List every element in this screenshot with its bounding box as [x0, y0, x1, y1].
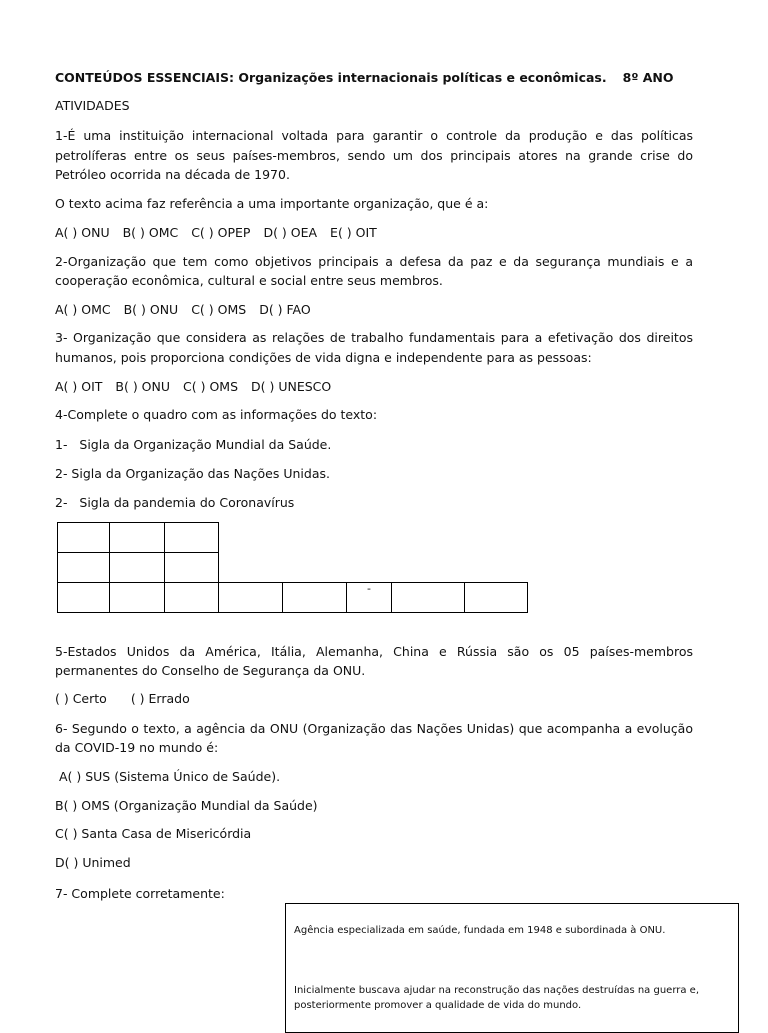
grade-label: 8º ANO: [622, 70, 674, 85]
grid-cell[interactable]: [58, 583, 110, 613]
q1-option-c[interactable]: C( ) OPEP: [191, 225, 251, 240]
q3-option-a[interactable]: A( ) OIT: [55, 379, 103, 394]
grid-cell[interactable]: [58, 553, 110, 583]
grid-cell[interactable]: [392, 583, 465, 613]
q1-prompt: O texto acima faz referência a uma importante organização, que é a:: [55, 196, 489, 211]
grid-cell[interactable]: [165, 583, 219, 613]
grid-cell[interactable]: [219, 583, 283, 613]
q2-options: [55, 300, 311, 319]
q6-option-b[interactable]: B( ) OMS (Organização Mundial da Saúde): [55, 798, 318, 813]
q4-item-3: 2- Sigla da pandemia do Coronavírus: [55, 495, 295, 510]
q7-box-line2: Inicialmente buscava ajudar na reconstrução das nações destruídas na guerra e,: [294, 985, 700, 996]
q4-item-2: 2- Sigla da Organização das Nações Unidas.: [55, 466, 330, 481]
q7-box-line3: posteriormente promover a qualidade de vida do mundo.: [294, 1000, 582, 1011]
grid-cell[interactable]: [110, 553, 165, 583]
grid-cell[interactable]: [465, 583, 528, 613]
q3-option-c[interactable]: C( ) OMS: [183, 379, 239, 394]
q2-text-line1: 2-Organização que tem como objetivos principais a defesa da paz e da segurança mundiais e a: [55, 254, 693, 269]
title-text: CONTEÚDOS ESSENCIAIS: Organizações internacionais políticas e econômicas.: [55, 70, 607, 85]
q5-option-errado[interactable]: ( ) Errado: [130, 691, 190, 706]
q4-title: 4-Complete o quadro com as informações do texto:: [55, 407, 378, 422]
q6-text-line1: 6- Segundo o texto, a agência da ONU (Organização das Nações Unidas) que acompanha a evolução: [55, 721, 693, 736]
q2-option-b[interactable]: B( ) ONU: [123, 302, 179, 317]
q4-grid-bottom: [57, 582, 528, 613]
grid-cell[interactable]: [110, 523, 165, 553]
q1-text-line3: Petróleo ocorrida na década de 1970.: [55, 167, 290, 182]
q7-definition-box: [285, 903, 739, 1033]
q6-option-c[interactable]: C( ) Santa Casa de Misericórdia: [55, 826, 252, 841]
q1-option-d[interactable]: D( ) OEA: [263, 225, 318, 240]
q3-option-d[interactable]: D( ) UNESCO: [251, 379, 332, 394]
q2-option-c[interactable]: C( ) OMS: [191, 302, 247, 317]
q5-text-line1: 5-Estados Unidos da América, Itália, Alemanha, China e Rússia são os 05 países-membros: [55, 644, 693, 659]
q3-text-line2: humanos, pois proporciona condições de vida digna e independente para as pessoas:: [55, 350, 592, 365]
q3-options: [55, 377, 331, 396]
q1-text-line2: petrolíferas entre os seus países-membros, sendo um dos principais atores na grande crise do: [55, 148, 693, 163]
q5-text-line2: permanentes do Conselho de Segurança da ONU.: [55, 663, 366, 678]
grid-cell-dash[interactable]: -: [347, 583, 392, 613]
q1-option-b[interactable]: B( ) OMC: [122, 225, 179, 240]
q3-option-b[interactable]: B( ) ONU: [115, 379, 171, 394]
q4-item-1: 1- Sigla da Organização Mundial da Saúde.: [55, 437, 332, 452]
activities-heading: ATIVIDADES: [55, 98, 130, 113]
q1-option-a[interactable]: A( ) ONU: [55, 225, 110, 240]
q7-title: 7- Complete corretamente:: [55, 886, 225, 901]
grid-cell[interactable]: [165, 523, 219, 553]
q5-option-certo[interactable]: ( ) Certo: [55, 691, 107, 706]
grid-cell[interactable]: [58, 523, 110, 553]
q1-option-e[interactable]: E( ) OIT: [330, 225, 377, 240]
q3-text-line1: 3- Organização que considera as relações de trabalho fundamentais para a efetivação dos direitos: [55, 330, 693, 345]
grid-cell[interactable]: [110, 583, 165, 613]
q4-grid-top: [57, 522, 219, 583]
q2-option-d[interactable]: D( ) FAO: [259, 302, 311, 317]
grid-cell[interactable]: [283, 583, 347, 613]
q1-text-line1: 1-É uma instituição internacional voltada para garantir o controle da produção e das políticas: [55, 128, 693, 143]
grid-cell[interactable]: [165, 553, 219, 583]
q2-option-a[interactable]: A( ) OMC: [55, 302, 111, 317]
q6-option-a[interactable]: A( ) SUS (Sistema Único de Saúde).: [55, 769, 281, 784]
q1-options: [55, 223, 377, 242]
q2-text-line2: cooperação econômica, cultural e social entre seus membros.: [55, 273, 443, 288]
q6-text-line2: da COVID-19 no mundo é:: [55, 740, 219, 755]
q5-options: [55, 689, 190, 708]
page-title: [55, 68, 674, 87]
q7-box-line1: Agência especializada em saúde, fundada em 1948 e subordinada à ONU.: [294, 925, 666, 936]
q6-option-d[interactable]: D( ) Unimed: [55, 855, 131, 870]
